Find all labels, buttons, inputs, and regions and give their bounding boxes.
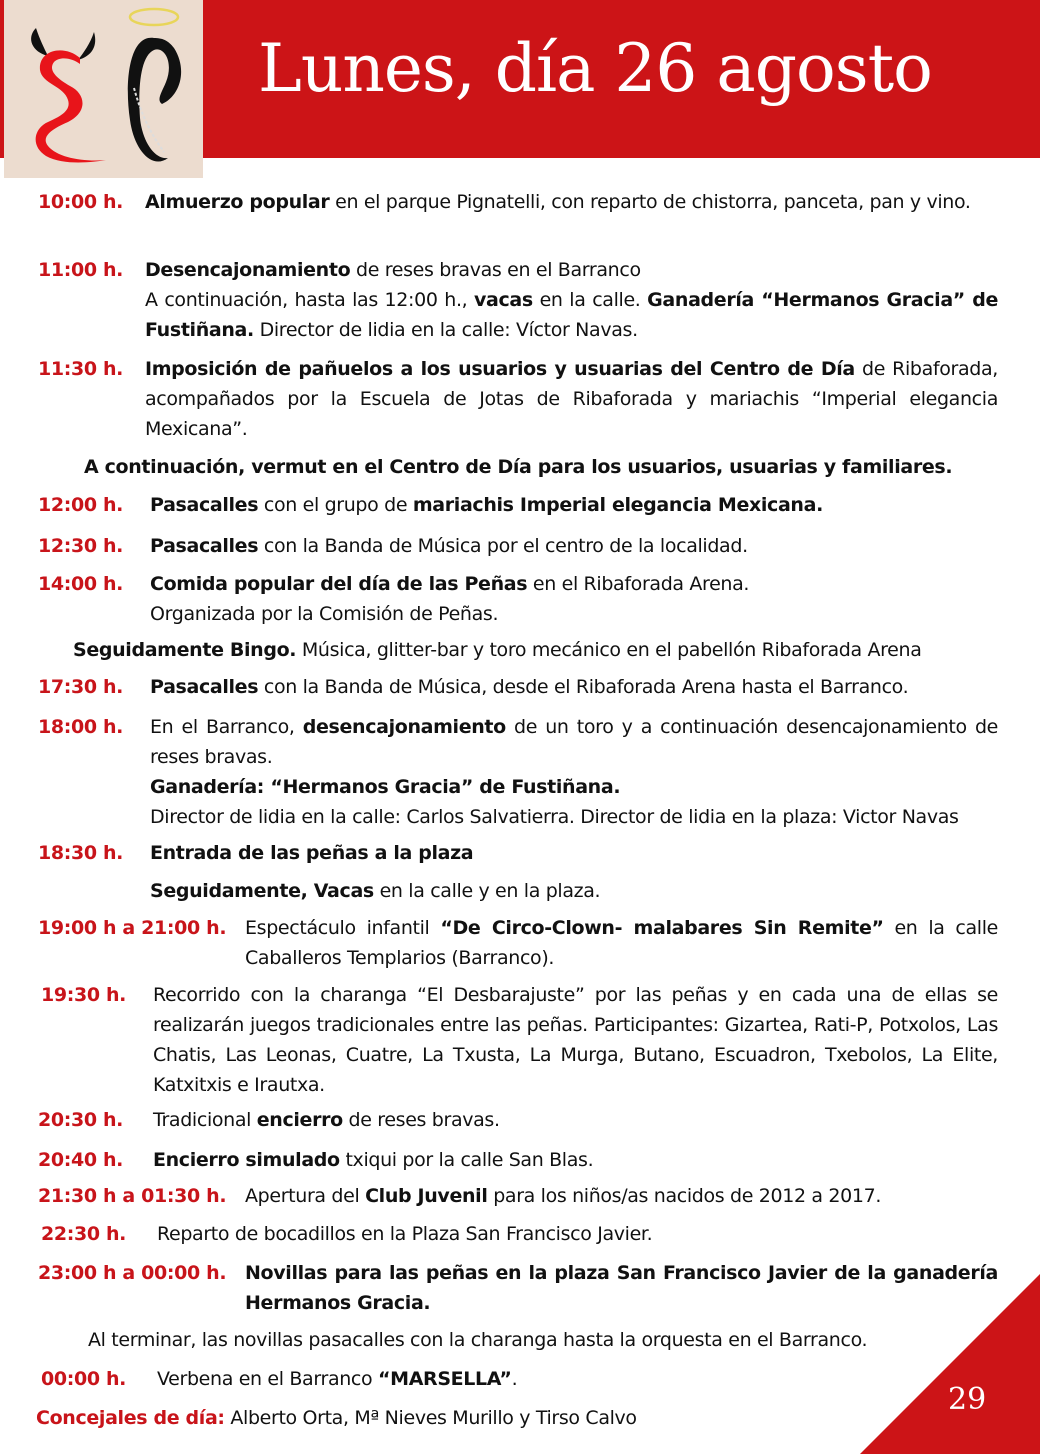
text: en la calle y en la plaza. (373, 880, 601, 902)
event-time: 00:00 h. (41, 1368, 127, 1390)
bold-text: Encierro simulado (153, 1149, 340, 1171)
text: para los niños/as nacidos de 2012 a 2017. (487, 1185, 882, 1207)
event-time: 20:40 h. (38, 1149, 124, 1171)
text: con la Banda de Música, desde el Ribaforada Arena hasta el Barranco. (258, 676, 909, 698)
bold-text: Pasacalles (150, 494, 259, 516)
event-description (150, 672, 998, 702)
event-time: 14:00 h. (38, 573, 124, 595)
s-letter-icon (36, 50, 106, 162)
bold-text: Ganadería: “Hermanos Gracia” de Fustiñana. (150, 776, 621, 798)
event-description (245, 913, 998, 973)
text: de un toro y a continuación desencajonamiento de reses bravas. (150, 716, 999, 768)
event-description (150, 531, 998, 561)
text: Reparto de bocadillos en la Plaza San Francisco Javier. (157, 1223, 653, 1245)
event-description (145, 255, 998, 285)
event-detail (150, 772, 998, 802)
text: Director de lidia en la calle: Carlos Salvatierra. Director de lidia en la plaza: Victor Navas (150, 806, 959, 828)
concejales-names: Alberto Orta, Mª Nieves Murillo y Tirso Calvo (224, 1407, 637, 1429)
event-time: 21:30 h a 01:30 h. (38, 1185, 227, 1207)
text: Apertura del (245, 1185, 366, 1207)
bold-text: Pasacalles (150, 535, 259, 557)
text: en el Ribaforada Arena. (527, 573, 750, 595)
text: en la calle Caballeros Templarios (Barranco). (245, 917, 998, 969)
bold-text: mariachis Imperial elegancia Mexicana. (412, 494, 823, 516)
text: Espectáculo infantil (245, 917, 441, 939)
bold-text: Desencajonamiento (145, 259, 351, 281)
concejales-label: Concejales de día: (36, 1407, 225, 1429)
event-time: 10:00 h. (38, 191, 124, 213)
text: Verbena en el Barranco (157, 1368, 378, 1390)
concejales-line (36, 1403, 637, 1433)
text: con la Banda de Música por el centro de la localidad. (258, 535, 748, 557)
bold-text: desencajonamiento (302, 716, 506, 738)
novillas-note: Al terminar, las novillas pasacalles con la charanga hasta la orquesta en el Barranco. (88, 1329, 868, 1351)
bold-text: Club Juvenil (365, 1185, 488, 1207)
halo-icon (130, 9, 178, 25)
bold-text: Comida popular del día de las Peñas (150, 573, 528, 595)
bold-text: Seguidamente, Vacas (150, 880, 374, 902)
event-description (150, 490, 998, 520)
g-letter-icon (128, 38, 181, 162)
text: de reses bravas en el Barranco (350, 259, 641, 281)
bingo-rest: Música, glitter-bar y toro mecánico en el pabellón Ribaforada Arena (296, 639, 922, 661)
event-time: 20:30 h. (38, 1109, 124, 1131)
left-horn-icon (31, 28, 48, 56)
page-number: 29 (948, 1382, 987, 1417)
bold-text: “De Circo-Clown- malabares Sin Remite” (440, 917, 884, 939)
event-description (245, 1181, 998, 1211)
text: En el Barranco, (150, 716, 303, 738)
bold-text: Entrada de las peñas a la plaza (150, 842, 474, 864)
event-description (153, 980, 998, 1100)
right-horn-icon (78, 32, 95, 60)
event-description (150, 569, 998, 599)
event-time: 12:30 h. (38, 535, 124, 557)
event-time: 19:30 h. (41, 984, 127, 1006)
event-detail (150, 599, 998, 629)
bold-text: encierro (256, 1109, 343, 1131)
text: txiqui por la calle San Blas. (339, 1149, 594, 1171)
text: A continuación, hasta las 12:00 h., (145, 289, 475, 311)
bold-text: Imposición de pañuelos a los usuarios y usuarias del Centro de Día (145, 358, 855, 380)
bold-text: Almuerzo popular (145, 191, 330, 213)
text: Tradicional (153, 1109, 257, 1131)
bold-text: vacas (474, 289, 533, 311)
event-time: 22:30 h. (41, 1223, 127, 1245)
text: de Ribaforada, acompañados por la Escuela de Jotas de Ribaforada y mariachis “Imperial elegancia Mexicana”. (145, 358, 998, 440)
event-time: 18:30 h. (38, 842, 124, 864)
event-description (153, 1105, 998, 1135)
bold-text: Pasacalles (150, 676, 259, 698)
festival-logo (4, 0, 203, 178)
event-detail (150, 802, 998, 832)
event-description (157, 1219, 998, 1249)
bingo-note (73, 635, 922, 665)
logo-image (4, 0, 203, 178)
event-time: 12:00 h. (38, 494, 124, 516)
bold-text: Novillas para las peñas en la plaza San Francisco Javier de la ganadería Hermanos Gracia. (245, 1262, 998, 1314)
bold-text: Ganadería “Hermanos Gracia” de Fustiñana. (145, 289, 998, 341)
event-time: 19:00 h a 21:00 h. (38, 917, 227, 939)
event-description (145, 354, 998, 444)
text: Director de lidia en la calle: Víctor Navas. (253, 319, 638, 341)
vermut-note: A continuación, vermut en el Centro de Día para los usuarios, usuarias y familiares. (84, 456, 953, 478)
corner-triangle (860, 1274, 1040, 1454)
text: Recorrido con la charanga “El Desbarajuste” por las peñas y en cada una de ellas se realizarán juegos tradicionales entre las peñas. Participantes: Gizartea, Rati-P, Potxolos, Las Chatis, Las Leonas, Cuatre, La Txusta, La Murga, Butano, Escuadron, Txebolos, La Elite, Katxitxis e Irautxa. (153, 984, 998, 1096)
event-detail (145, 285, 998, 345)
event-time: 18:00 h. (38, 716, 124, 738)
bold-text: “MARSELLA” (378, 1368, 512, 1390)
event-description (150, 838, 998, 868)
text: con el grupo de (258, 494, 413, 516)
text: de reses bravas. (342, 1109, 500, 1131)
bingo-bold: Seguidamente Bingo. (73, 639, 297, 661)
text: . (511, 1368, 518, 1390)
event-description (145, 187, 998, 217)
event-time: 23:00 h a 00:00 h. (38, 1262, 227, 1284)
text: Organizada por la Comisión de Peñas. (150, 603, 499, 625)
text: en el parque Pignatelli, con reparto de chistorra, panceta, pan y vino. (329, 191, 971, 213)
event-description (153, 1145, 998, 1175)
event-description (150, 712, 998, 772)
event-time: 17:30 h. (38, 676, 124, 698)
event-detail (150, 876, 998, 906)
text: en la calle. (532, 289, 648, 311)
event-time: 11:00 h. (38, 259, 124, 281)
event-time: 11:30 h. (38, 358, 124, 380)
page-title: Lunes, día 26 agosto (258, 30, 932, 107)
